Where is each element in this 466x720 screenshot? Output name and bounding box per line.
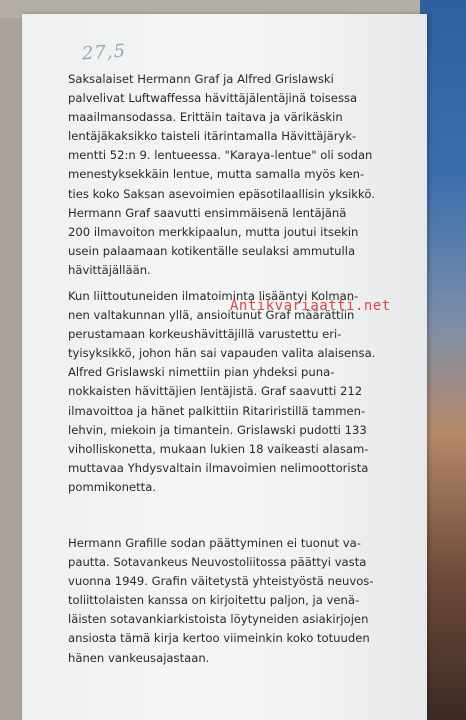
text-line: perustamaan korkeushävittäjillä varustettu eri- (68, 327, 342, 342)
text-line: läisten sotavankiarkistoista löytyneiden asiakirjojen (68, 612, 369, 627)
text-line: menestyksekkäin lentue, mutta samalla myös ken- (68, 167, 365, 182)
text-line: nokkaisten hävittäjien lentäjistä. Graf saavutti 212 (68, 384, 363, 399)
text-line: hävittäjällään. (68, 262, 151, 277)
paragraph-2 (68, 287, 428, 497)
text-line: usein palaamaan kotikentälle seulaksi ammutulla (68, 243, 356, 258)
text-line: Saksalaiset Hermann Graf ja Alfred Grislawski (68, 72, 334, 86)
text-line: Alfred Grislawski nimettiin pian yhdeksi puna- (68, 365, 335, 380)
text-line: Kun liittoutuneiden ilmatoiminta lisääntyi Kolman- (68, 289, 359, 303)
text-line: Hermann Grafille sodan päättyminen ei tuonut va- (68, 536, 361, 550)
text-line: toliittolaisten kanssa on kirjoitettu paljon, ja venä- (68, 593, 360, 608)
paragraph-1 (68, 70, 428, 280)
text-line: mentti 52:n 9. lentueessa. "Karaya-lentue" oli sodan (68, 148, 373, 163)
text-line: lehvin, miekoin ja timantein. Grislawski pudotti 133 (68, 422, 367, 437)
text-line: lentäjäkaksikko taisteli itärintamalla Hävittäjäryk- (68, 129, 357, 144)
text-line: viholliskonetta, mukaan lukien 18 vaikeasti alasam- (68, 441, 369, 456)
text-line: tyisyksikkö, johon hän sai vapauden valita alaisensa. (68, 346, 376, 361)
text-line: pautta. Sotavankeus Neuvostoliitossa päättyi vasta (68, 555, 367, 570)
text-line: nen valtakunnan yllä, ansioitunut Graf määrättiin (68, 308, 355, 323)
text-line: ilmavoittoa ja hänet palkittiin Ritariristillä tammen- (68, 403, 366, 418)
text-line: ansiosta tämä kirja kertoo viimeinkin koko totuuden (68, 631, 370, 646)
paragraph-3 (68, 534, 428, 668)
text-line: vuonna 1949. Grafin väitetystä yhteistyöstä neuvos- (68, 574, 374, 589)
text-line: muttavaa Yhdysvaltain ilmavoimien nelimoottorista (68, 460, 369, 475)
text-line: ties koko Saksan asevoimien epäsotilaallisin yksikkö. (68, 186, 375, 201)
text-line: 200 ilmavoiton merkkipaalun, mutta joutui itsekin (68, 224, 359, 239)
text-line: hänen vankeusajastaan. (68, 650, 210, 665)
watermark: Antikvariaatti.net (230, 298, 391, 314)
text-line: palvelivat Luftwaffessa hävittäjälentäjinä toisessa (68, 91, 358, 106)
text-line: maailmansodassa. Erittäin taitava ja värikäskin (68, 110, 343, 125)
text-line: Hermann Graf saavutti ensimmäisenä lentäjänä (68, 205, 347, 220)
pencil-price-note: 27,5 (81, 40, 127, 65)
text-line: pommikonetta. (68, 479, 157, 494)
